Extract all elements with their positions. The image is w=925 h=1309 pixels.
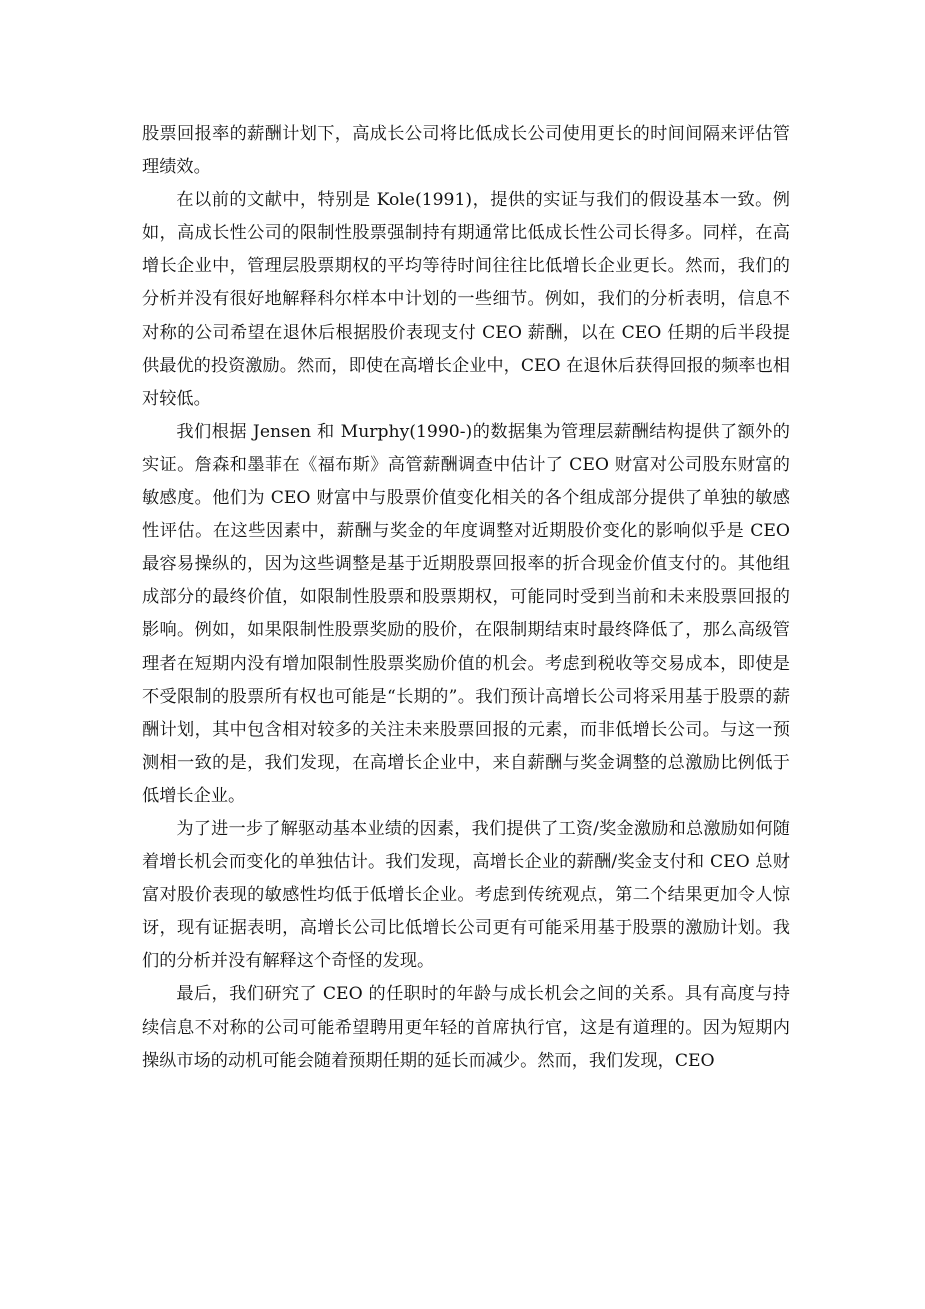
paragraph-salary-bonus: 为了进一步了解驱动基本业绩的因素，我们提供了工资/奖金激励和总激励如何随着增长机会而变化的单独估计。我们发现，高增长企业的薪酬/奖金支付和 CEO 总财富对股价表现的敏感性均低于低增长企业。考虑到传统观点，第二个结果更加令人惊讶，现有证据表明，高增长公司比低增长公司更有可能采用基于股票的激励计划。我们的分析并没有解释这个奇怪的发现。 <box>142 818 790 972</box>
paragraph-continuation: 股票回报率的薪酬计划下，高成长公司将比低成长公司使用更长的时间间隔来评估管理绩效。 <box>142 124 790 178</box>
paragraph-ceo-age: 最后，我们研究了 CEO 的任职时的年龄与成长机会之间的关系。具有高度与持续信息不对称的公司可能希望聘用更年轻的首席执行官，这是有道理的。因为短期内操纵市场的动机可能会随着预期任期的延长而减少。然而，我们发现，CEO <box>142 984 790 1071</box>
paragraph-jensen-murphy: 我们根据 Jensen 和 Murphy(1990-)的数据集为管理层薪酬结构提供了额外的实证。詹森和墨菲在《福布斯》高管薪酬调查中估计了 CEO 财富对公司股东财富的敏感度。他们为 CEO 财富中与股票价值变化相关的各个组成部分提供了单独的敏感性评估。在这些因素中，薪酬与奖金的年度调整对近期股价变化的影响似乎是 CEO 最容易操纵的，因为这些调整是基于近期股票回报率的折合现金价值支付的。其他组成部分的最终价值，如限制性股票和股票期权，可能同时受到当前和未来股票回报的影响。例如，如果限制性股票奖励的股价，在限制期结束时最终降低了，那么高级管理者在短期内没有增加限制性股票奖励价值的机会。考虑到税收等交易成本，即使是不受限制的股票所有权也可能是“长期的”。我们预计高增长公司将采用基于股票的薪酬计划，其中包含相对较多的关注未来股票回报的元素，而非低增长公司。与这一预测相一致的是，我们发现，在高增长企业中，来自薪酬与奖金调整的总激励比例低于低增长企业。 <box>142 421 790 806</box>
document-body <box>142 118 790 1078</box>
paragraph-kole-evidence: 在以前的文献中，特别是 Kole(1991)，提供的实证与我们的假设基本一致。例如，高成长性公司的限制性股票强制持有期通常比低成长性公司长得多。同样，在高增长企业中，管理层股票期权的平均等待时间往往比低增长企业更长。然而，我们的分析并没有很好地解释科尔样本中计划的一些细节。例如，我们的分析表明，信息不对称的公司希望在退休后根据股价表现支付 CEO 薪酬，以在 CEO 任期的后半段提供最优的投资激励。然而，即使在高增长企业中，CEO 在退休后获得回报的频率也相对较低。 <box>142 190 790 409</box>
